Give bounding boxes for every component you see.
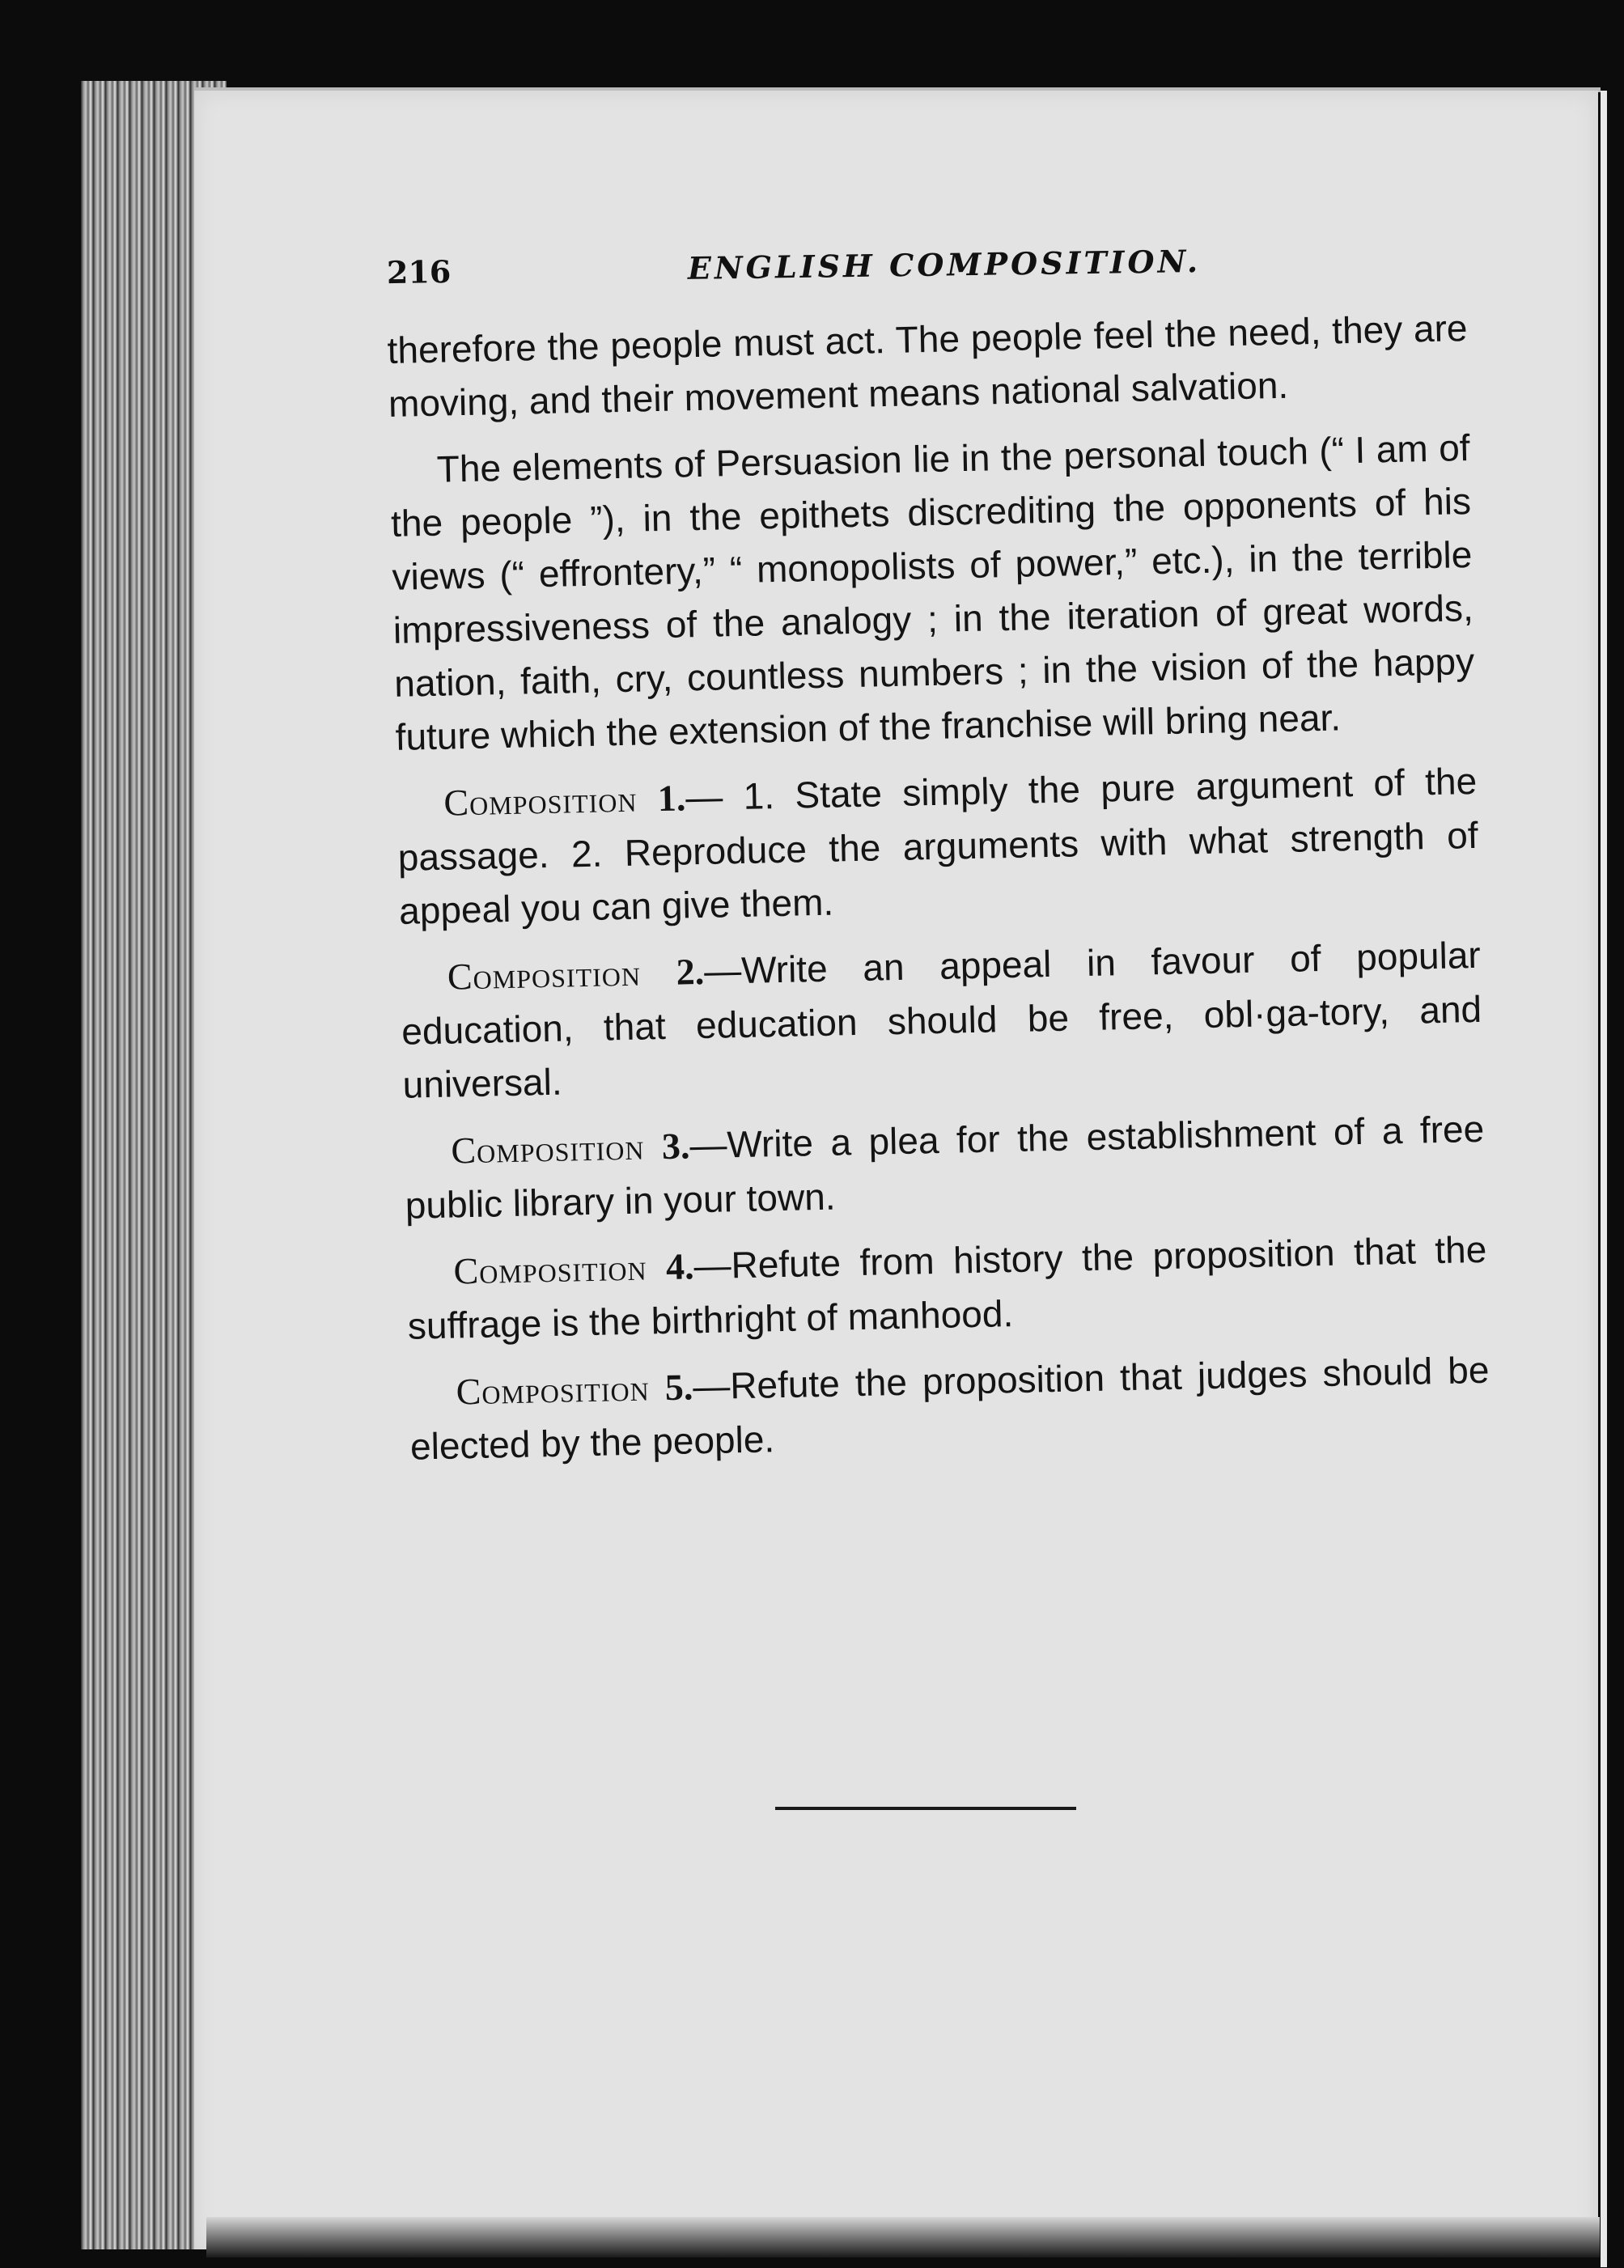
composition-item xyxy=(400,928,1483,1112)
composition-number: 5. xyxy=(664,1366,693,1409)
page-body xyxy=(387,301,1491,1486)
page-number: 216 xyxy=(386,253,452,291)
composition-text: —Refute from history the proposition that the suffrage is the birthright of manhood. xyxy=(407,1227,1487,1347)
composition-label: Composition xyxy=(453,1246,648,1292)
composition-number: 2. xyxy=(676,950,705,993)
composition-label: Composition xyxy=(456,1367,651,1413)
composition-text: — 1. State simply the pure argument of the passage. 2. Reproduce the arguments with what strength of appeal you can give them. xyxy=(397,759,1479,932)
composition-number: 3. xyxy=(661,1125,690,1168)
composition-item xyxy=(406,1223,1488,1353)
composition-item xyxy=(404,1102,1486,1232)
composition-number: 4. xyxy=(665,1245,695,1288)
end-rule xyxy=(775,1807,1076,1810)
composition-label: Composition xyxy=(450,1126,645,1172)
composition-item xyxy=(396,754,1480,938)
composition-label: Composition xyxy=(443,778,638,824)
running-title: ENGLISH COMPOSITION. xyxy=(687,243,1202,286)
paragraph-persuasion: The elements of Persuasion lie in the personal touch (“ I am of the people ”), in the epithets discrediting the opponents of his views (“ effrontery,” “ monopolists of power,” etc.), in the terrible impressiveness of the analogy ; in the iteration of great words, nation, faith, cry, countless numbers ; in the vision of the happy future which the extension of the franchise will bring near. xyxy=(390,426,1475,758)
composition-text: —Write a plea for the establishment of a free public library in your town. xyxy=(405,1107,1485,1227)
composition-number: 1. xyxy=(657,777,686,820)
paragraph-continued: therefore the people must act. The people feel the need, they are moving, and their movement means national salvation. xyxy=(387,307,1468,425)
page-bottom-edge xyxy=(206,2217,1600,2257)
page-right-edge xyxy=(1601,91,1607,2267)
composition-label: Composition xyxy=(447,952,642,998)
composition-item xyxy=(409,1343,1490,1473)
composition-text: —Write an appeal in favour of popular education, that education should be free, obl·ga-tory, and universal. xyxy=(401,933,1482,1106)
composition-text: —Refute the proposition that judges should be elected by the people. xyxy=(409,1348,1490,1468)
